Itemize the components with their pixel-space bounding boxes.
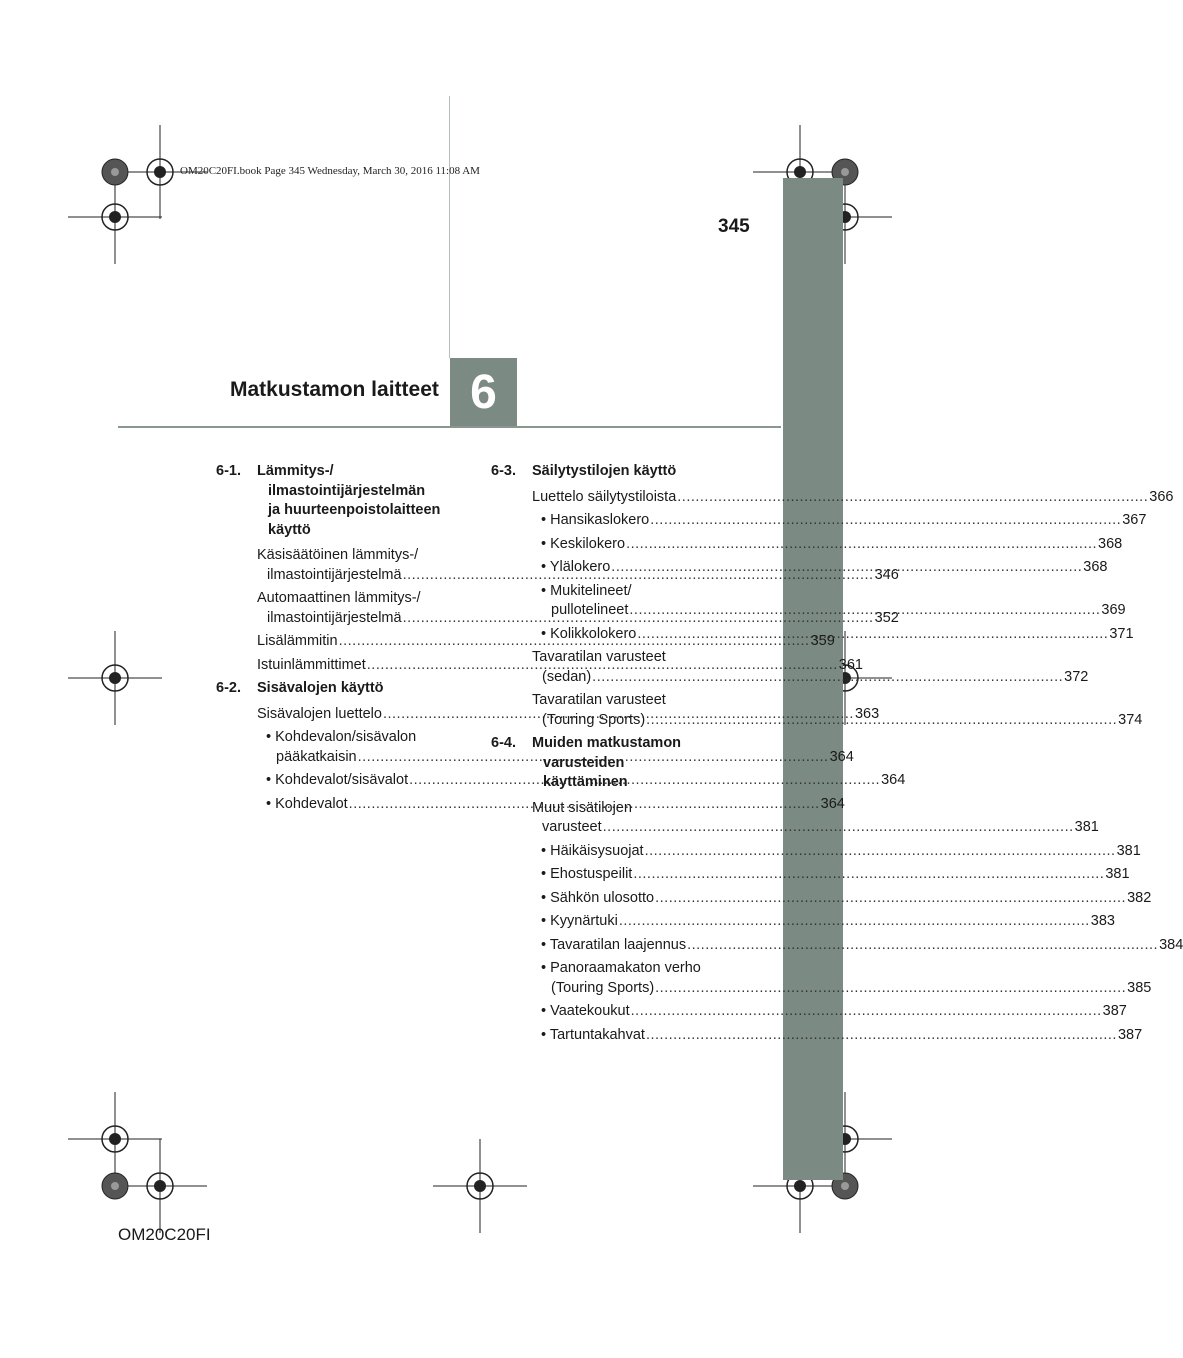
toc-page-number[interactable]: 364	[881, 772, 906, 788]
toc-entry-label: Sisävalojen luettelo	[257, 705, 382, 722]
toc-entry-label: • Panoraamakaton verho	[541, 960, 701, 976]
section-title-line: ja huurteenpoistolaitteen	[268, 502, 441, 518]
toc-entry[interactable]	[541, 1026, 1143, 1046]
dot-leader	[629, 602, 1100, 618]
toc-entry-label: Luettelo säilytystiloista	[532, 488, 677, 505]
crosshair-icon	[68, 1092, 162, 1186]
toc-entry-label: • Ylälokero	[541, 559, 611, 575]
section-title-line: ilmastointijärjestelmän	[268, 482, 426, 499]
toc-page-number[interactable]: 382	[1127, 889, 1152, 906]
toc-page-number[interactable]: 387	[1102, 1003, 1127, 1019]
toc-entry-label: (sedan)	[542, 668, 592, 685]
toc-page-number[interactable]: 352	[874, 609, 899, 626]
section-title-line: Lämmitys-/	[257, 463, 334, 479]
section-title-line: Sisävalojen käyttö	[257, 680, 384, 696]
toc-page-number[interactable]: 359	[810, 633, 835, 649]
toc-entry-line	[541, 889, 1152, 909]
toc-page-number[interactable]: 364	[829, 748, 854, 765]
toc-entry-label: • Häikäisysuojat	[541, 842, 644, 859]
toc-page-number[interactable]: 387	[1117, 1026, 1143, 1043]
toc-page-number[interactable]: 383	[1090, 913, 1115, 929]
toc-entry-label: • Sähkön ulosotto	[541, 889, 655, 906]
toc-entry-label: Tavaratilan varusteet	[532, 692, 666, 708]
toc-entry-label: pääkatkaisin	[276, 748, 357, 765]
section-title	[532, 462, 741, 482]
section-heading	[491, 462, 741, 482]
toc-page-number[interactable]: 381	[1116, 842, 1141, 859]
toc-page-number[interactable]: 372	[1064, 668, 1089, 685]
dot-leader	[592, 669, 1063, 685]
section-number: 6-4.	[491, 735, 516, 751]
section-title-line: Säilytystilojen käyttö	[532, 463, 677, 479]
section-heading	[216, 462, 466, 540]
toc-entry[interactable]	[541, 912, 1115, 932]
toc-entry[interactable]	[541, 535, 1123, 555]
toc-page-number[interactable]: 346	[874, 566, 899, 583]
toc-entry-line	[541, 1026, 1143, 1046]
dot-leader	[611, 558, 1082, 578]
section-number: 6-2.	[216, 680, 241, 696]
toc-entry[interactable]	[532, 488, 1174, 508]
toc-entry-label: • Vaatekoukut	[541, 1003, 630, 1019]
toc-entry-text	[541, 865, 1130, 885]
toc-entry[interactable]	[541, 1002, 1127, 1022]
section-title-line: käyttö	[268, 521, 311, 538]
toc-entry-text	[541, 1002, 1127, 1022]
manual-code: OM20C20FI	[118, 1225, 211, 1244]
toc-page-number[interactable]: 368	[1083, 559, 1108, 575]
toc-entry-label: ilmastointijärjestelmä	[267, 609, 402, 626]
toc-entry-label: Automaattinen lämmitys-/	[257, 590, 421, 606]
toc-entry-label: Tavaratilan varusteet	[532, 649, 666, 665]
section-number: 6-3.	[491, 463, 516, 479]
toc-page-number[interactable]: 385	[1127, 979, 1152, 996]
toc-entry-text	[541, 1026, 1143, 1046]
toc-page-number[interactable]: 381	[1105, 866, 1130, 882]
toc-entry-label: • Hansikaslokero	[541, 512, 650, 528]
toc-entry-label: varusteet	[542, 819, 602, 835]
dot-leader	[619, 912, 1090, 932]
dot-leader	[677, 488, 1148, 508]
toc-entry[interactable]	[541, 889, 1152, 909]
dot-leader	[631, 1002, 1102, 1022]
toc-entry-label: • Ehostuspeilit	[541, 866, 633, 882]
starburst-icon	[102, 1173, 128, 1199]
crosshair-icon	[433, 1139, 527, 1233]
dot-leader	[603, 819, 1074, 835]
dot-leader	[655, 980, 1126, 996]
dot-leader	[646, 1026, 1117, 1046]
dot-leader	[626, 535, 1097, 555]
dot-leader	[637, 625, 1108, 645]
toc-entry-text	[541, 535, 1123, 555]
toc-page-number[interactable]: 364	[820, 795, 845, 812]
toc-entry-label: • Keskilokero	[541, 535, 626, 552]
toc-entry-line	[541, 511, 1147, 531]
toc-entry-line	[532, 668, 1089, 688]
toc-entry-line	[541, 936, 1183, 956]
toc-entry-line	[541, 865, 1130, 885]
toc-entry-text	[541, 511, 1147, 531]
chapter-number-box: 6	[450, 358, 517, 426]
section-title-line: Muiden matkustamon	[532, 735, 682, 751]
toc-page-number[interactable]: 371	[1109, 625, 1134, 642]
toc-entry-text	[532, 488, 1174, 508]
toc-page-number[interactable]: 367	[1122, 512, 1147, 528]
toc-entry-label: (Touring Sports)	[542, 711, 646, 728]
toc-page-number[interactable]: 368	[1098, 535, 1123, 552]
section-title-line: käyttäminen	[543, 774, 628, 790]
toc-page-number[interactable]: 369	[1101, 602, 1126, 618]
section-title	[257, 679, 466, 699]
dot-leader	[645, 842, 1116, 862]
toc-entry-label: • Tartuntakahvat	[541, 1026, 645, 1043]
toc-entry-line	[541, 979, 1152, 999]
chapter-title: Matkustamon laitteet	[230, 378, 439, 401]
crop-line	[449, 96, 450, 358]
toc-entry[interactable]	[541, 511, 1147, 531]
toc-entry-line	[541, 912, 1115, 932]
book-info-stamp: OM20C20FI.book Page 345 Wednesday, March 30, 2016 11:08 AM	[180, 165, 480, 177]
toc-entry-label: Käsisäätöinen lämmitys-/	[257, 547, 419, 563]
section-heading	[216, 679, 466, 699]
toc-entry-line	[541, 1002, 1127, 1022]
toc-entry-label: • Kohdevalot	[266, 795, 348, 812]
toc-entry-label: Istuinlämmittimet	[257, 656, 366, 673]
toc-entry-label: pullotelineet	[551, 602, 629, 618]
toc-entry-line	[541, 842, 1141, 862]
toc-entry-label: Lisälämmitin	[257, 633, 338, 649]
toc-entry-label: Muut sisätilojen	[532, 799, 632, 816]
toc-entry-label: • Tavaratilan laajennus	[541, 936, 687, 953]
toc-entry-label: • Kyynärtuki	[541, 913, 618, 929]
section-heading	[491, 734, 741, 793]
toc-entry-line	[532, 488, 1174, 508]
toc-page-number[interactable]: 381	[1074, 819, 1099, 835]
toc-entry-text	[541, 889, 1152, 909]
toc-entry-label: • Kohdevalot/sisävalot	[266, 772, 409, 788]
toc-entry-label: • Kolikkolokero	[541, 625, 637, 642]
page-number: 345	[718, 216, 750, 237]
toc-entry-text	[541, 959, 1152, 998]
section-title	[532, 734, 741, 793]
toc-entry[interactable]	[541, 959, 1152, 998]
section-number: 6-1.	[216, 463, 241, 479]
toc-entry-label: • Kohdevalon/sisävalon	[266, 729, 417, 745]
toc-entry-text	[541, 912, 1115, 932]
toc-page-number[interactable]: 366	[1149, 488, 1174, 505]
toc-page-number[interactable]: 361	[838, 656, 863, 673]
toc-entry-label: (Touring Sports)	[551, 979, 655, 996]
toc-entry-text	[541, 936, 1183, 956]
dot-leader	[650, 511, 1121, 531]
toc-entry-line	[532, 818, 1099, 838]
dot-leader	[687, 936, 1158, 956]
toc-entry-line	[541, 535, 1123, 555]
toc-entry[interactable]	[541, 842, 1141, 862]
toc-entry-text	[541, 842, 1141, 862]
section-title	[257, 462, 466, 540]
section-title-line: varusteiden	[543, 754, 625, 771]
crosshair-icon	[68, 631, 162, 725]
header-rule	[118, 426, 781, 428]
starburst-icon	[102, 159, 128, 185]
dot-leader	[646, 712, 1117, 728]
toc-page-number[interactable]: 374	[1118, 711, 1143, 728]
toc-entry-label: ilmastointijärjestelmä	[267, 566, 402, 583]
dot-leader	[655, 889, 1126, 909]
dot-leader	[633, 865, 1104, 885]
toc-page-number[interactable]: 384	[1159, 936, 1183, 953]
toc-entry[interactable]	[541, 865, 1130, 885]
toc-entry[interactable]	[541, 936, 1183, 956]
toc-page-number[interactable]: 363	[854, 705, 880, 722]
toc-entry-label: • Mukitelineet/	[541, 582, 632, 599]
